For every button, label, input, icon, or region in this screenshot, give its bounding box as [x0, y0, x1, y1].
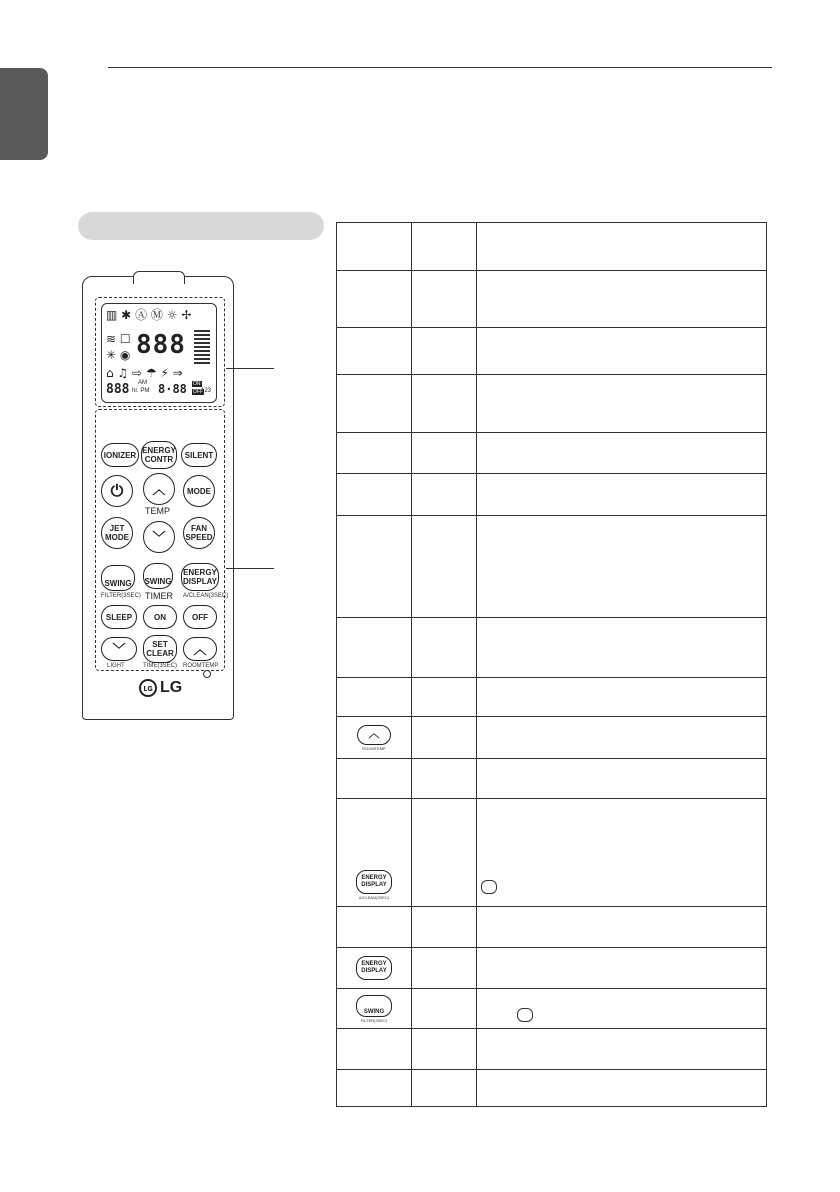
table-row [337, 678, 767, 717]
swing-icon: SWING [363, 1008, 385, 1015]
swing-symbols: ≋ ☐ [106, 332, 131, 346]
header-rule [108, 67, 772, 68]
inline-energy-display-icon [481, 880, 497, 894]
power-button[interactable] [101, 475, 133, 507]
lg-logo [139, 679, 182, 697]
timer-off-button[interactable]: OFF [183, 605, 217, 629]
roomtemp-icon-caption: ROOMTEMP [362, 745, 386, 751]
remote-top-sensor [133, 271, 185, 284]
roomtemp-button-icon [357, 725, 391, 751]
table-row [337, 328, 767, 375]
light-down-button[interactable] [101, 637, 137, 661]
inline-swing-icon [517, 1008, 533, 1022]
ai-icon: Ⓐ [135, 308, 148, 322]
temp-label: TEMP [145, 506, 171, 516]
remote-control [82, 276, 234, 720]
chevron-down-icon: ﹀ [112, 641, 126, 657]
lcd-hour-digits: 888 [106, 382, 130, 397]
lcd-am: AM [138, 380, 147, 386]
set-clear-button[interactable]: SET CLEAR [143, 635, 177, 663]
silent-button[interactable]: SILENT [181, 443, 217, 467]
m-icon: Ⓜ [150, 308, 163, 322]
roomtemp-caption: ROOMTEMP [183, 663, 219, 669]
table-row [337, 375, 767, 433]
timer-on-button[interactable]: ON [143, 605, 177, 629]
battery-icon: ▥ [106, 308, 118, 322]
lcd-on-indicator: ON [193, 381, 201, 387]
aclean-icon-caption: A/CLEAN(3SEC) [358, 895, 390, 900]
display-leader-line [226, 368, 274, 369]
lcd-123: 123 [201, 388, 212, 394]
table-row [337, 799, 767, 907]
ionizer-button[interactable]: IONIZER [101, 443, 139, 467]
table-row [337, 618, 767, 678]
lcd-temperature-digits: 888 [136, 330, 186, 360]
table-row [337, 948, 767, 989]
fan-level-bars [194, 330, 210, 364]
lcd-display [101, 303, 217, 403]
lcd-time-digits: 8·88 [158, 382, 187, 396]
function-table [336, 222, 767, 1107]
roomtemp-up-button[interactable] [183, 637, 217, 661]
chevron-up-icon: ︿ [193, 641, 207, 657]
energy-display-button[interactable]: ENERGY DISPLAY [181, 563, 219, 591]
chevron-up-icon: ︿ [152, 481, 166, 497]
filter-caption: FILTER(3SEC) [101, 593, 141, 599]
energy-contr-button[interactable]: ENERGY CONTR [141, 441, 177, 469]
table-row [337, 1029, 767, 1070]
temp-down-button[interactable] [143, 521, 175, 553]
section-heading-bar [78, 212, 324, 240]
time-caption: TIME(3SEC) [143, 663, 178, 669]
snowflake-icon: ✱ [121, 308, 132, 322]
lg-face-icon: ʟɢ [139, 679, 157, 697]
filter-icon-caption: FILTER(3SEC) [360, 1017, 388, 1023]
sleep-button[interactable]: SLEEP [101, 605, 137, 629]
swing-vertical-button[interactable]: SWING [101, 565, 135, 591]
mode-symbols: ✳ ◉ [106, 348, 131, 362]
power-icon: ⏻ [110, 482, 124, 500]
lcd-hr-pm: hr. PM [132, 388, 150, 394]
table-row [337, 989, 767, 1029]
table-row [337, 717, 767, 759]
buttons-leader-line [226, 568, 274, 569]
aclean-button-icon: ENERGY DISPLAY A/CLEAN(3SEC) [356, 870, 392, 900]
chevron-down-icon: ﹀ [152, 529, 166, 545]
fan-icon: ✢ [181, 308, 192, 322]
led-indicator [203, 670, 211, 678]
swing-button-icon [356, 995, 392, 1023]
table-row [337, 516, 767, 618]
light-caption: LIGHT [107, 663, 125, 669]
lg-logo-text: LG [160, 679, 183, 696]
function-symbols: ⌂ ♫ ⇨ ☂ ⚡ ⇒ [106, 366, 183, 380]
lcd-off-indicator: OFF [193, 389, 203, 395]
swing-horizontal-button[interactable]: SWING [143, 563, 173, 589]
table-header-row [337, 223, 767, 271]
mode-button[interactable]: MODE [183, 475, 215, 507]
table-row [337, 271, 767, 328]
jet-mode-button[interactable]: JET MODE [101, 517, 133, 549]
table-row [337, 433, 767, 474]
temp-up-button[interactable] [143, 473, 175, 505]
table-row [337, 1070, 767, 1107]
energy-display-icon: ENERGY DISPLAY [356, 956, 392, 980]
aclean-caption: A/CLEAN(3SEC) [183, 593, 229, 599]
chevron-up-icon: ︿ [368, 728, 380, 741]
table-row [337, 474, 767, 516]
sun-icon: ☼ [166, 308, 178, 322]
timer-label: TIMER [145, 591, 173, 601]
table-row [337, 759, 767, 799]
chapter-tab [0, 68, 48, 160]
fan-speed-button[interactable]: FAN SPEED [183, 517, 215, 549]
table-row [337, 907, 767, 948]
